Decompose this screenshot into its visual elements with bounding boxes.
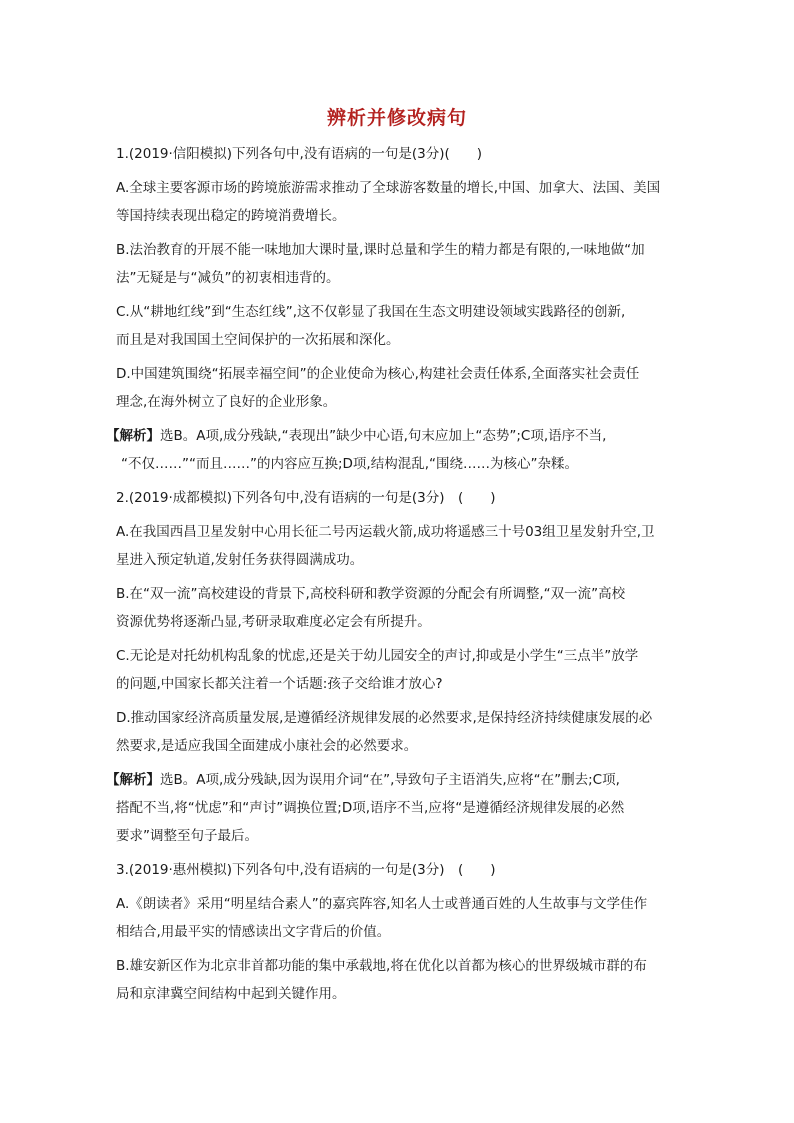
q2-option-d-line1: D.推动国家经济高质量发展,是遵循经济规律发展的必然要求,是保持经济持续健康发展的必 — [116, 710, 653, 726]
q1-option-c-line1: C.从“耕地红线”到“生态红线”,这不仅彰显了我国在生态文明建设领域实践路径的创新, — [116, 304, 626, 320]
q1-analysis-line2: “不仅……”“而且……”的内容应互换;D项,结构混乱,“围绕……为核心”杂糅。 — [121, 456, 578, 472]
q2-option-a-line2: 星进入预定轨道,发射任务获得圆满成功。 — [116, 552, 364, 568]
q2-analysis-tag: 【解析】 — [106, 772, 160, 788]
q3-option-b-line1: B.雄安新区作为北京非首都功能的集中承载地,将在优化以首都为核心的世界级城市群的布 — [116, 958, 647, 974]
q3-stem: 3.(2019·惠州模拟)下列各句中,没有语病的一句是(3分) ( ) — [116, 862, 496, 878]
q1-option-c-line2: 而且是对我国国土空间保护的一次拓展和深化。 — [116, 332, 400, 348]
q2-analysis-line3: 要求”调整至句子最后。 — [116, 828, 258, 844]
q1-option-a-line2: 等国持续表现出稳定的跨境消费增长。 — [116, 208, 346, 224]
q1-option-a-line1: A.全球主要客源市场的跨境旅游需求推动了全球游客数量的增长,中国、加拿大、法国、美国 — [116, 180, 661, 196]
q3-option-a-line1: A.《朗读者》采用“明星结合素人”的嘉宾阵容,知名人士或普通百姓的人生故事与文学佳作 — [116, 896, 648, 912]
q3-option-b-line2: 局和京津冀空间结构中起到关键作用。 — [116, 986, 346, 1002]
q2-stem: 2.(2019·成都模拟)下列各句中,没有语病的一句是(3分) ( ) — [116, 490, 496, 506]
page-title: 辨析并修改病句 — [326, 107, 467, 129]
q3-option-a-line2: 相结合,用最平实的情感读出文字背后的价值。 — [116, 924, 391, 940]
q1-analysis-line1 — [106, 426, 676, 446]
q2-option-d-line2: 然要求,是适应我国全面建成小康社会的必然要求。 — [116, 738, 418, 754]
q2-analysis-line2: 搭配不当,将“忧虑”和“声讨”调换位置;D项,语序不当,应将“是遵循经济规律发展的必然 — [116, 800, 625, 816]
q1-option-b-line1: B.法治教育的开展不能一味地加大课时量,课时总量和学生的精力都是有限的,一味地做“加 — [116, 242, 645, 258]
q2-analysis-line1 — [106, 770, 676, 790]
q2-option-a-line1: A.在我国西昌卫星发射中心用长征二号丙运载火箭,成功将遥感三十号03组卫星发射升空,卫 — [116, 524, 655, 540]
q2-analysis-text: 选B。A项,成分残缺,因为误用介词“在”,导致句子主语消失,应将“在”删去;C项, — [160, 772, 620, 788]
q2-option-c-line1: C.无论是对托幼机构乱象的忧虑,还是关于幼儿园安全的声讨,抑或是小学生“三点半”放学 — [116, 648, 639, 664]
q1-analysis-tag: 【解析】 — [106, 428, 160, 444]
q2-option-b-line2: 资源优势将逐渐凸显,考研录取难度必定会有所提升。 — [116, 614, 431, 630]
q1-stem: 1.(2019·信阳模拟)下列各句中,没有语病的一句是(3分)( ) — [116, 146, 483, 162]
q2-option-c-line2: 的问题,中国家长都关注着一个话题:孩子交给谁才放心? — [116, 676, 443, 692]
q1-option-b-line2: 法”无疑是与“减负”的初衷相违背的。 — [116, 270, 340, 286]
q2-option-b-line1: B.在“双一流”高校建设的背景下,高校科研和教学资源的分配会有所调整,“双一流”高校 — [116, 586, 626, 602]
q1-option-d-line1: D.中国建筑围绕“拓展幸福空间”的企业使命为核心,构建社会责任体系,全面落实社会责任 — [116, 366, 640, 382]
q1-option-d-line2: 理念,在海外树立了良好的企业形象。 — [116, 394, 337, 410]
q1-analysis-text: 选B。A项,成分残缺,“表现出”缺少中心语,句末应加上“态势”;C项,语序不当, — [160, 428, 607, 444]
